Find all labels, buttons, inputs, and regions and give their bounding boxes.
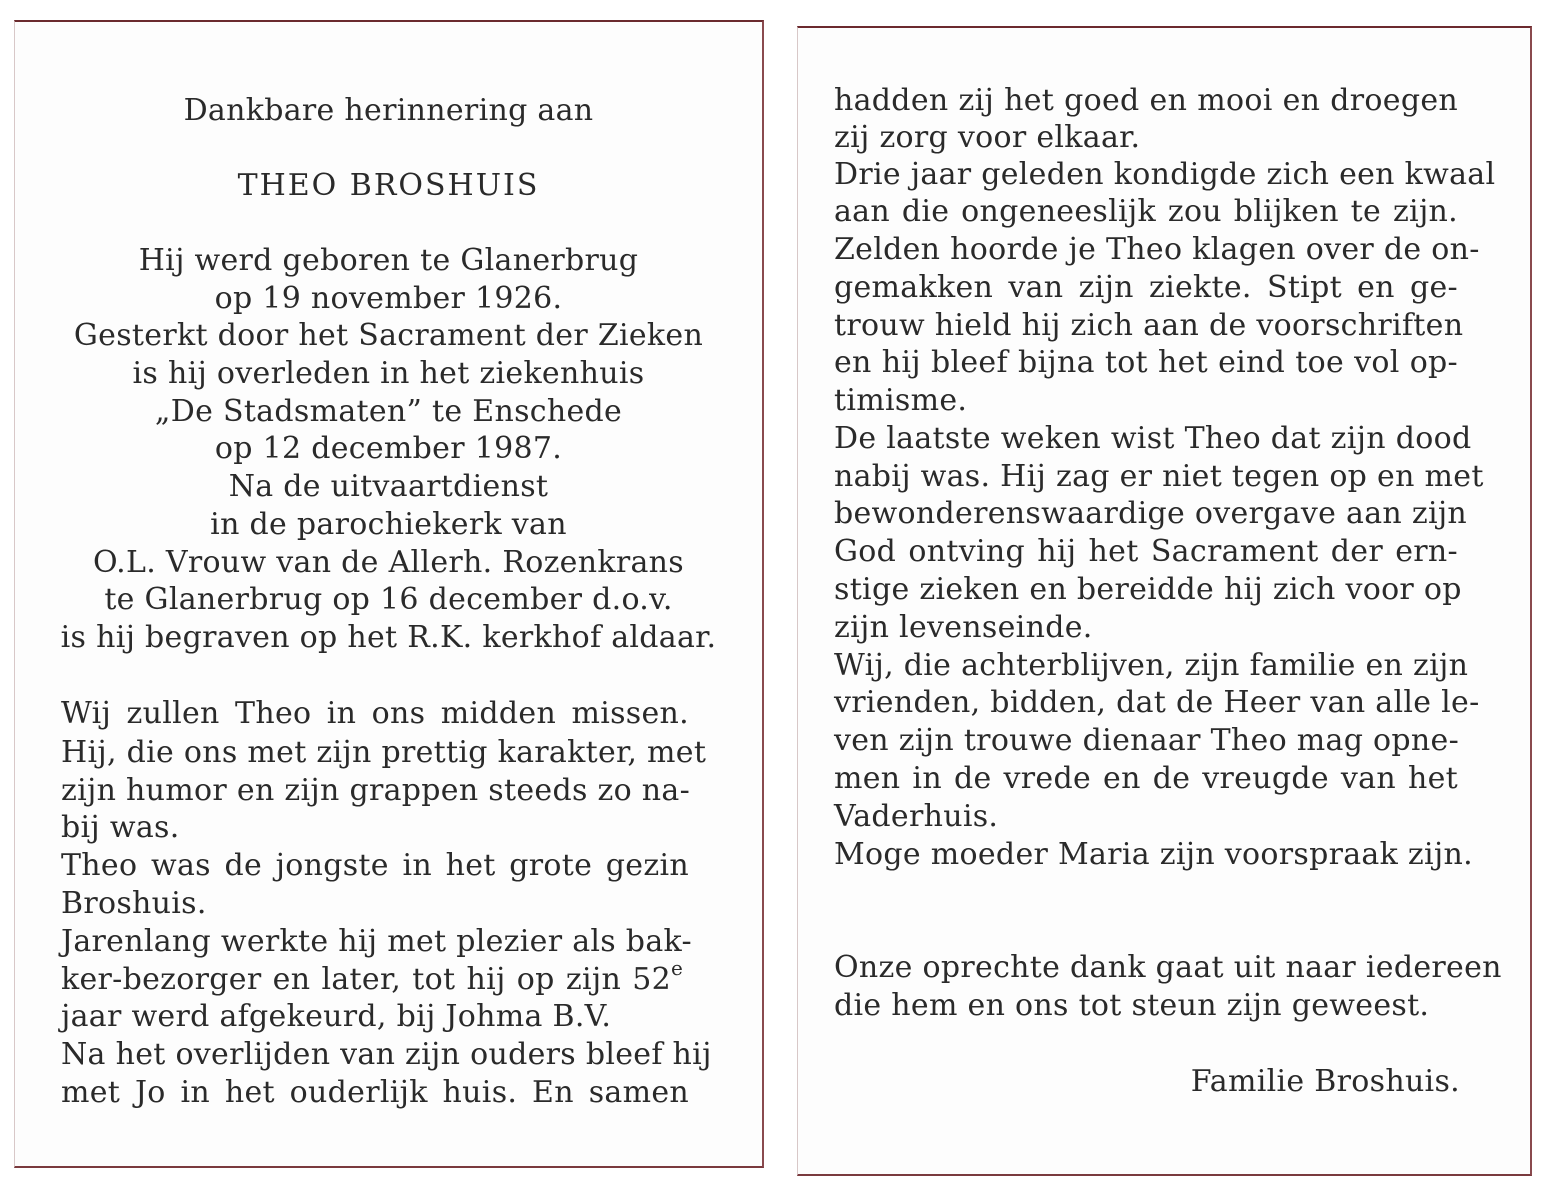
thanks-line: die hem en ons tot steun zijn geweest. xyxy=(834,988,1430,1023)
center-line: in de parochiekerk van xyxy=(210,507,567,542)
thanks-line: Onze oprechte dank gaat uit naar iedereen xyxy=(834,950,1502,985)
body-line: Wij zullen Theo in ons midden missen. xyxy=(61,696,689,731)
body-line: Theo was de jongste in het grote gezin xyxy=(61,848,689,883)
body-line: Jarenlang werkte hij met plezier als bak- xyxy=(61,924,692,959)
body-line: ker-bezorger en later, tot hij op zijn 52 xyxy=(61,962,671,997)
center-line: „De Stadsmaten” te Enschede xyxy=(154,394,623,429)
center-line: Na de uitvaartdienst xyxy=(228,469,549,504)
body-line: nabij was. Hij zag er niet tegen op en met xyxy=(834,459,1484,494)
body-line: hadden zij het goed en mooi en droegen xyxy=(834,83,1458,118)
superscript-e: e xyxy=(671,956,684,980)
remembrance-header: Dankbare herinnering aan xyxy=(183,93,594,128)
deceased-name: THEO BROSHUIS xyxy=(237,168,540,203)
body-line: timisme. xyxy=(834,383,968,418)
body-line: stige zieken en bereidde hij zich voor op xyxy=(834,572,1462,607)
body-line: bewonderenswaardige overgave aan zijn xyxy=(834,496,1468,531)
center-line: te Glanerbrug op 16 december d.o.v. xyxy=(104,582,673,617)
body-line: bij was. xyxy=(61,810,180,845)
center-line: is hij overleden in het ziekenhuis xyxy=(132,356,645,391)
body-line: trouw hield hij zich aan de voorschriften xyxy=(834,308,1464,343)
body-line: Vaderhuis. xyxy=(834,799,999,834)
body-line: ven zijn trouwe dienaar Theo mag opne- xyxy=(834,723,1460,758)
body-line: jaar werd afgekeurd, bij Johma B.V. xyxy=(61,999,612,1034)
body-line: men in de vrede en de vreugde van het xyxy=(834,761,1458,796)
center-line: Gesterkt door het Sacrament der Zieken xyxy=(73,318,704,353)
body-line: Na het overlijden van zijn ouders bleef hij xyxy=(61,1037,712,1072)
right-card-page xyxy=(797,26,1532,1176)
family-signature: Familie Broshuis. xyxy=(1190,1064,1460,1099)
body-line: Moge moeder Maria zijn voorspraak zijn. xyxy=(834,837,1473,872)
body-line: Zelden hoorde je Theo klagen over de on- xyxy=(834,232,1480,267)
body-line: met Jo in het ouderlijk huis. En samen xyxy=(61,1075,689,1110)
center-line: Hij werd geboren te Glanerbrug xyxy=(138,243,639,278)
body-line: De laatste weken wist Theo dat zijn dood xyxy=(834,421,1472,456)
body-line: en hij bleef bijna tot het eind toe vol op- xyxy=(834,345,1458,380)
center-line: O.L. Vrouw van de Allerh. Rozenkrans xyxy=(93,545,684,580)
body-line: Drie jaar geleden kondigde zich een kwaal xyxy=(834,157,1496,192)
body-line-with-superscript xyxy=(61,956,689,999)
center-line: op 12 december 1987. xyxy=(214,431,563,466)
body-line: zijn levenseinde. xyxy=(834,610,1093,645)
left-card-page xyxy=(14,20,764,1168)
center-line: op 19 november 1926. xyxy=(214,281,563,316)
body-line: Hij, die ons met zijn prettig karakter, met xyxy=(61,735,707,770)
body-line: God ontving hij het Sacrament der ern- xyxy=(834,534,1458,569)
body-line: zij zorg voor elkaar. xyxy=(834,120,1141,155)
body-line: vrienden, bidden, dat de Heer van alle le- xyxy=(834,685,1480,720)
body-line: Broshuis. xyxy=(61,886,207,921)
body-line: aan die ongeneeslijk zou blijken te zijn. xyxy=(834,194,1458,229)
center-line: is hij begraven op het R.K. kerkhof aldaar. xyxy=(60,620,717,655)
body-line: Wij, die achterblijven, zijn familie en zijn xyxy=(834,648,1469,683)
body-line: zijn humor en zijn grappen steeds zo na- xyxy=(61,773,691,808)
body-line: gemakken van zijn ziekte. Stipt en ge- xyxy=(834,270,1458,305)
